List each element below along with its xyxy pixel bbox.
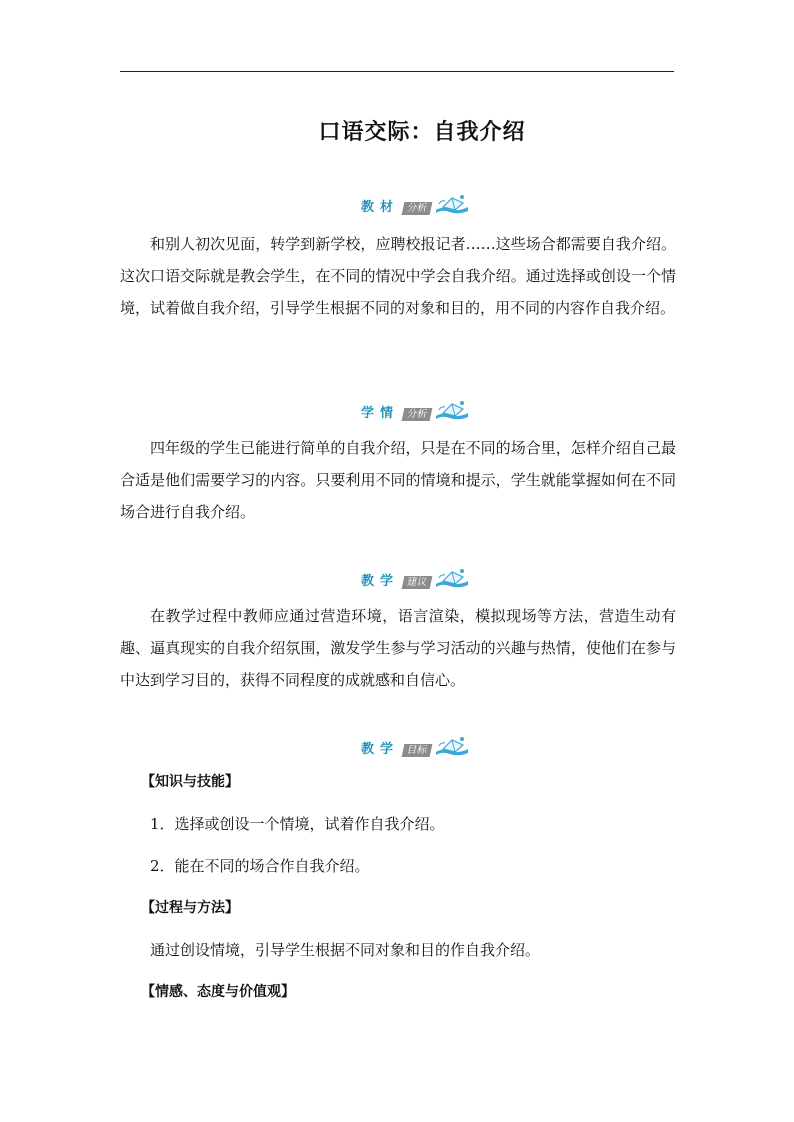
section-header-student-analysis bbox=[0, 396, 794, 422]
top-rule bbox=[120, 71, 674, 72]
badge-sub-label: 建议 bbox=[402, 576, 433, 589]
badge-main-label: 教学 bbox=[360, 574, 399, 589]
badge-main-label: 教材 bbox=[360, 200, 399, 215]
badge-sub-label: 分析 bbox=[402, 408, 433, 421]
section-header-textbook-analysis bbox=[0, 190, 794, 216]
process-methods-heading: 【过程与方法】 bbox=[141, 900, 239, 916]
section-badge bbox=[359, 566, 471, 590]
section-paragraph-teaching-suggestions: 在教学过程中教师应通过营造环境，语言渲染，模拟现场等方法，营造生动有趣、逼真现实的自我介绍氛围，激发学生参与学习活动的兴趣与热情，使他们在参与中达到学习目的，获得不同程度的成就感和自信心。 bbox=[120, 607, 676, 689]
book-swirl-icon bbox=[433, 566, 471, 590]
page-title: 口语交际：自我介绍 bbox=[318, 119, 526, 145]
section-badge bbox=[359, 192, 471, 216]
knowledge-item: 2．能在不同的场合作自我介绍。 bbox=[150, 857, 370, 875]
badge-main-label: 学情 bbox=[360, 406, 399, 421]
section-badge bbox=[359, 734, 471, 758]
knowledge-item: 1．选择或创设一个情境，试着作自我介绍。 bbox=[150, 815, 445, 833]
book-swirl-icon bbox=[433, 734, 471, 758]
section-badge bbox=[359, 398, 471, 422]
section-header-teaching-goals bbox=[0, 732, 794, 758]
knowledge-skills-heading: 【知识与技能】 bbox=[141, 774, 239, 790]
section-paragraph-textbook-analysis: 和别人初次见面，转学到新学校，应聘校报记者……这些场合都需要自我介绍。这次口语交际就是教会学生，在不同的情况中学会自我介绍。通过选择或创设一个情境，试着做自我介绍，引导学生根据不同的对象和目的，用不同的内容作自我介绍。 bbox=[120, 235, 676, 317]
badge-sub-label: 目标 bbox=[402, 744, 433, 757]
badge-sub-label: 分析 bbox=[402, 202, 433, 215]
emotion-values-heading: 【情感、态度与价值观】 bbox=[141, 984, 295, 1000]
badge-main-label: 教学 bbox=[360, 742, 399, 757]
book-swirl-icon bbox=[433, 192, 471, 216]
process-methods-text: 通过创设情境，引导学生根据不同对象和目的作自我介绍。 bbox=[150, 941, 541, 959]
book-swirl-icon bbox=[433, 398, 471, 422]
section-header-teaching-suggestions bbox=[0, 564, 794, 590]
section-paragraph-student-analysis: 四年级的学生已能进行简单的自我介绍，只是在不同的场合里，怎样介绍自己最合适是他们需要学习的内容。只要利用不同的情境和提示，学生就能掌握如何在不同场合进行自我介绍。 bbox=[120, 439, 676, 521]
